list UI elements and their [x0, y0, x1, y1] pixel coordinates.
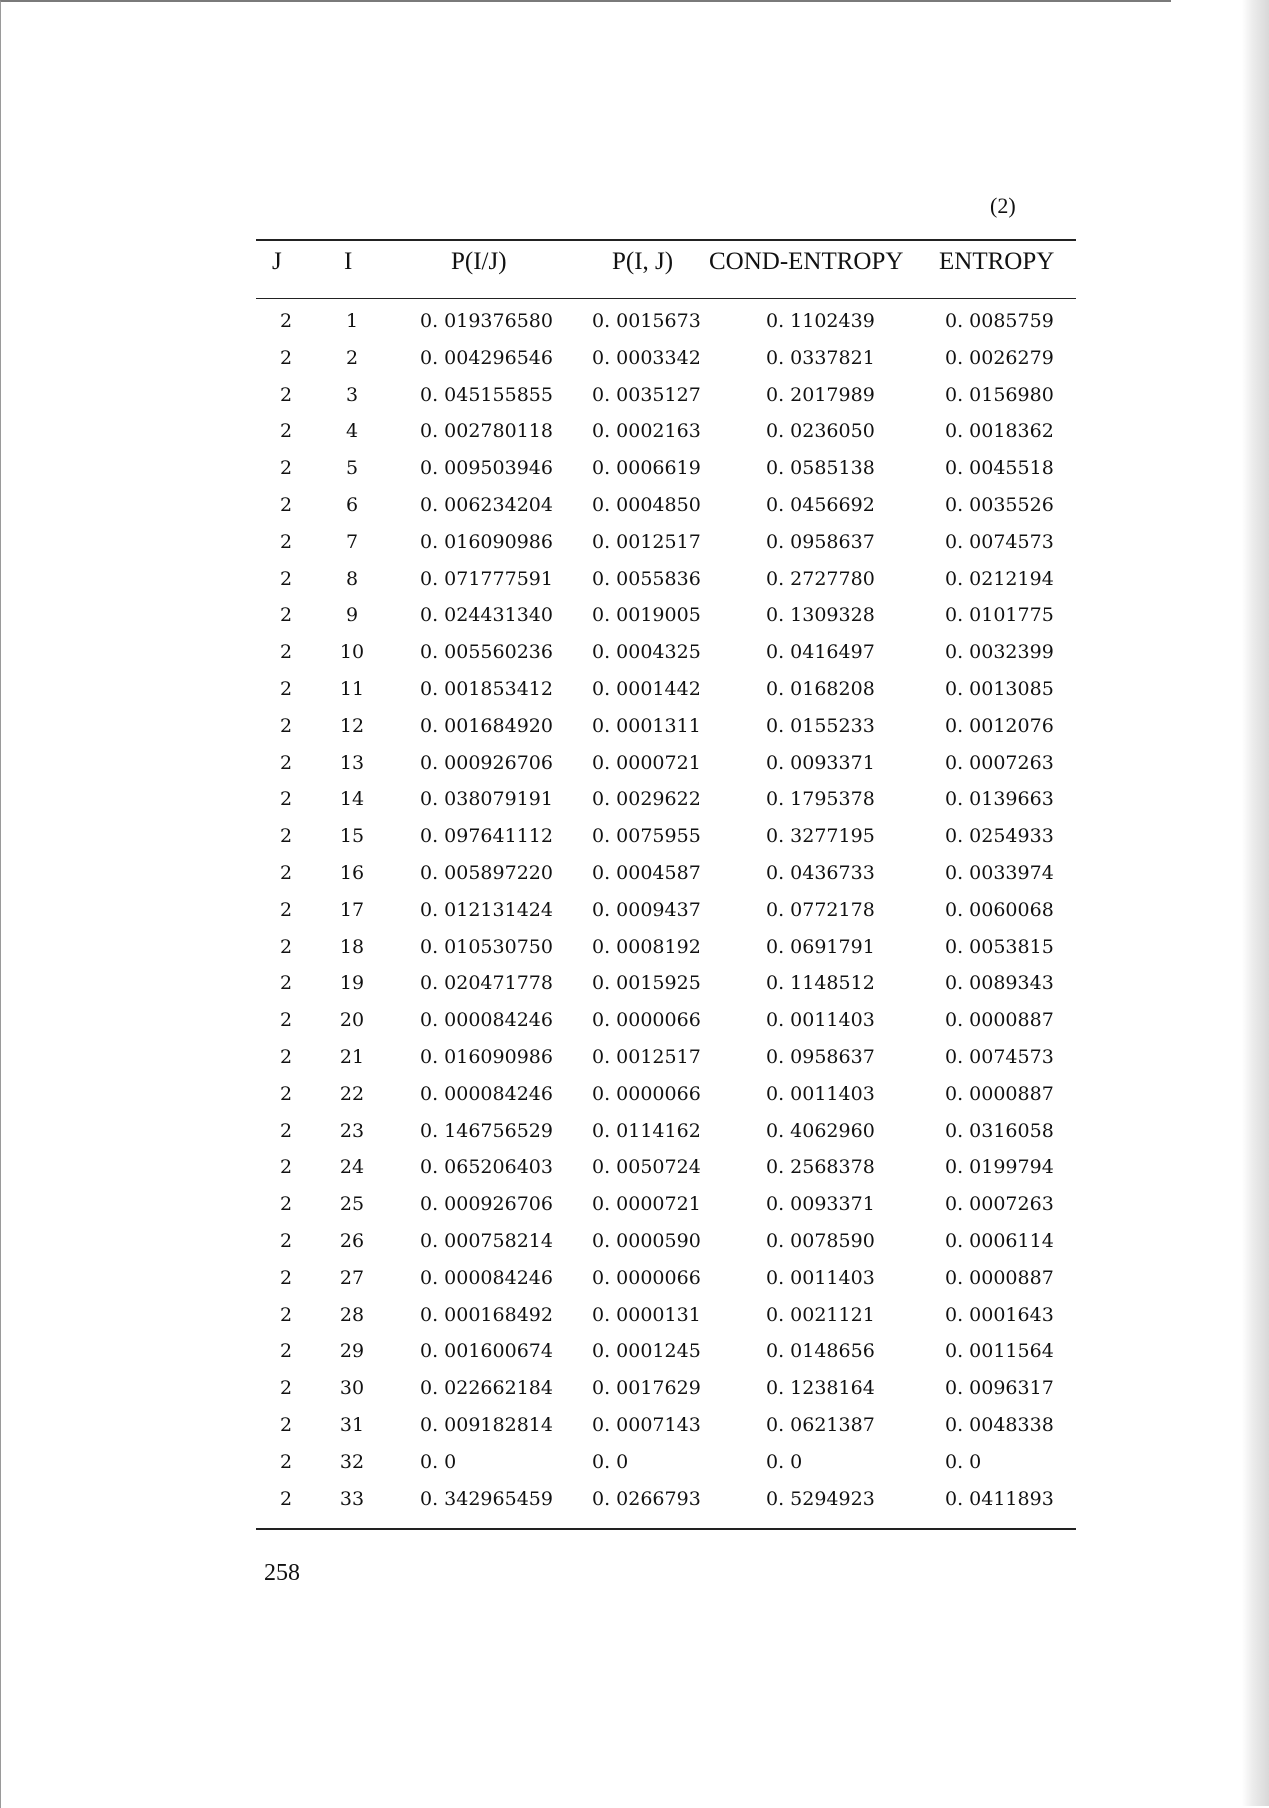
cell-cond-entropy: 0. 0585138	[766, 457, 875, 480]
cell-p-i-given-j: 0. 071777591	[420, 567, 553, 590]
cell-entropy: 0. 0156980	[945, 383, 1054, 406]
cell-cond-entropy: 0. 0011403	[766, 1009, 875, 1032]
cell-entropy: 0. 0060068	[945, 898, 1054, 921]
cell-j: 2	[280, 383, 293, 406]
cell-p-i-given-j: 0. 020471778	[420, 972, 553, 995]
table-row	[256, 1116, 1076, 1153]
cell-cond-entropy: 0. 1102439	[766, 310, 875, 332]
cell-j: 2	[280, 1303, 293, 1326]
table-row	[256, 1336, 1076, 1373]
header-p-i-given-j: P(I/J)	[451, 248, 507, 275]
cell-j: 2	[280, 567, 293, 590]
cell-entropy: 0. 0074573	[945, 530, 1054, 553]
cell-p-i-j: 0. 0006619	[592, 457, 701, 480]
cell-entropy: 0. 0035526	[945, 493, 1054, 516]
table-row	[256, 674, 1076, 711]
table-row	[256, 490, 1076, 527]
cell-p-i-given-j: 0. 001600674	[420, 1340, 553, 1363]
cell-j: 2	[280, 861, 293, 884]
cell-p-i-j: 0. 0002163	[592, 420, 701, 443]
cell-j: 2	[280, 898, 293, 921]
cell-p-i-given-j: 0. 012131424	[420, 898, 553, 921]
cell-cond-entropy: 0. 0621387	[766, 1413, 875, 1436]
cell-i: 16	[339, 861, 365, 884]
cell-j: 2	[280, 1487, 293, 1510]
cell-j: 2	[280, 1009, 293, 1032]
cell-p-i-j: 0. 0029622	[592, 788, 701, 811]
cell-j: 2	[280, 346, 293, 369]
cell-cond-entropy: 0. 0078590	[766, 1229, 875, 1252]
cell-p-i-j: 0. 0012517	[592, 530, 701, 553]
cell-cond-entropy: 0. 0021121	[766, 1303, 875, 1326]
cell-p-i-given-j: 0. 016090986	[420, 1045, 553, 1068]
cell-entropy: 0. 0000887	[945, 1266, 1054, 1289]
cell-i: 28	[339, 1303, 365, 1326]
table-label: (2)	[990, 193, 1016, 218]
cell-cond-entropy: 0. 0093371	[766, 751, 875, 774]
cell-entropy: 0. 0096317	[945, 1377, 1054, 1400]
cell-j: 2	[280, 641, 293, 664]
cell-p-i-j: 0. 0075955	[592, 825, 701, 848]
cell-p-i-given-j: 0. 002780118	[420, 420, 553, 443]
cell-entropy: 0. 0033974	[945, 861, 1054, 884]
cell-entropy: 0. 0007263	[945, 751, 1054, 774]
table-row	[256, 416, 1076, 453]
table-row	[256, 1189, 1076, 1226]
cell-j: 2	[280, 1413, 293, 1436]
cell-p-i-j: 0. 0001311	[592, 714, 701, 737]
cell-p-i-j: 0. 0050724	[592, 1156, 701, 1179]
table-row	[256, 600, 1076, 637]
cell-cond-entropy: 0. 0958637	[766, 530, 875, 553]
cell-j: 2	[280, 1193, 293, 1216]
table-bottom-rule	[256, 1528, 1076, 1530]
cell-p-i-j: 0. 0000066	[592, 1082, 701, 1105]
cell-p-i-given-j: 0. 019376580	[420, 310, 553, 332]
cell-p-i-given-j: 0. 005560236	[420, 641, 553, 664]
cell-cond-entropy: 0. 0011403	[766, 1082, 875, 1105]
cell-i: 23	[339, 1119, 365, 1142]
cell-p-i-j: 0. 0017629	[592, 1377, 701, 1400]
cell-p-i-given-j: 0. 010530750	[420, 935, 553, 958]
cell-cond-entropy: 0. 0148656	[766, 1340, 875, 1363]
cell-p-i-given-j: 0. 009503946	[420, 457, 553, 480]
cell-p-i-j: 0. 0009437	[592, 898, 701, 921]
cell-j: 2	[280, 788, 293, 811]
table-row	[256, 1152, 1076, 1189]
cell-j: 2	[280, 457, 293, 480]
cell-i: 12	[339, 714, 365, 737]
cell-p-i-given-j: 0. 000926706	[420, 751, 553, 774]
header-p-i-j: P(I, J)	[612, 248, 674, 275]
header-i: I	[344, 248, 353, 275]
cell-j: 2	[280, 1082, 293, 1105]
cell-cond-entropy: 0. 0456692	[766, 493, 875, 516]
cell-j: 2	[280, 972, 293, 995]
cell-cond-entropy: 0. 0168208	[766, 677, 875, 700]
cell-entropy: 0. 0074573	[945, 1045, 1054, 1068]
table-row	[256, 748, 1076, 785]
page-number: 258	[264, 1560, 300, 1586]
cell-entropy: 0. 0000887	[945, 1082, 1054, 1105]
cell-p-i-j: 0. 0004587	[592, 861, 701, 884]
cell-i: 7	[345, 530, 359, 553]
cell-cond-entropy: 0. 0236050	[766, 420, 875, 443]
cell-i: 6	[345, 493, 359, 516]
cell-j: 2	[280, 677, 293, 700]
cell-cond-entropy: 0. 0337821	[766, 346, 875, 369]
cell-cond-entropy: 0. 0011403	[766, 1266, 875, 1289]
cell-i: 15	[339, 825, 365, 848]
cell-i: 14	[339, 788, 365, 811]
cell-cond-entropy: 0. 0093371	[766, 1193, 875, 1216]
cell-cond-entropy: 0. 0772178	[766, 898, 875, 921]
cell-i: 33	[339, 1487, 365, 1510]
cell-i: 25	[339, 1193, 365, 1216]
cell-p-i-given-j: 0. 342965459	[420, 1487, 553, 1510]
cell-entropy: 0. 0011564	[945, 1340, 1054, 1363]
cell-i: 2	[345, 346, 359, 369]
table-row	[256, 895, 1076, 932]
cell-entropy: 0. 0199794	[945, 1156, 1054, 1179]
cell-p-i-given-j: 0. 146756529	[420, 1119, 553, 1142]
cell-p-i-j: 0. 0004325	[592, 641, 701, 664]
cell-i: 1	[345, 310, 359, 332]
cell-i: 22	[339, 1082, 365, 1105]
cell-j: 2	[280, 493, 293, 516]
cell-entropy: 0. 0089343	[945, 972, 1054, 995]
cell-p-i-given-j: 0. 022662184	[420, 1377, 553, 1400]
table-row	[256, 1410, 1076, 1447]
cell-p-i-given-j: 0. 000758214	[420, 1229, 553, 1252]
cell-i: 31	[339, 1413, 365, 1436]
cell-j: 2	[280, 420, 293, 443]
cell-p-i-j: 0. 0004850	[592, 493, 701, 516]
cell-p-i-j: 0. 0266793	[592, 1487, 701, 1510]
cell-p-i-given-j: 0. 000926706	[420, 1193, 553, 1216]
cell-j: 2	[280, 1450, 293, 1473]
cell-j: 2	[280, 1377, 293, 1400]
cell-i: 30	[339, 1377, 365, 1400]
cell-entropy: 0. 0139663	[945, 788, 1054, 811]
cell-i: 29	[339, 1340, 365, 1363]
cell-i: 10	[339, 641, 365, 664]
cell-p-i-j: 0. 0114162	[592, 1119, 701, 1142]
cell-j: 2	[280, 714, 293, 737]
cell-p-i-j: 0. 0003342	[592, 346, 701, 369]
cell-entropy: 0. 0212194	[945, 567, 1054, 590]
cell-i: 17	[339, 898, 365, 921]
cell-i: 9	[345, 604, 359, 627]
cell-cond-entropy: 0. 0958637	[766, 1045, 875, 1068]
table-row	[256, 527, 1076, 564]
table-row	[256, 821, 1076, 858]
cell-entropy: 0. 0045518	[945, 457, 1054, 480]
cell-i: 3	[345, 383, 359, 406]
cell-entropy: 0. 0316058	[945, 1119, 1054, 1142]
cell-entropy: 0. 0101775	[945, 604, 1054, 627]
cell-p-i-given-j: 0. 097641112	[420, 825, 553, 848]
cell-entropy: 0. 0032399	[945, 641, 1054, 664]
table-row	[256, 380, 1076, 417]
cell-p-i-j: 0. 0015673	[592, 310, 701, 332]
table-row	[256, 453, 1076, 490]
cell-cond-entropy: 0. 2017989	[766, 383, 875, 406]
cell-i: 5	[345, 457, 359, 480]
table-row	[256, 858, 1076, 895]
table-row	[256, 564, 1076, 601]
cell-p-i-j: 0. 0000131	[592, 1303, 701, 1326]
cell-cond-entropy: 0. 5294923	[766, 1487, 875, 1510]
cell-p-i-j: 0. 0019005	[592, 604, 701, 627]
cell-p-i-j: 0. 0001245	[592, 1340, 701, 1363]
cell-j: 2	[280, 310, 293, 332]
cell-p-i-given-j: 0. 000084246	[420, 1082, 553, 1105]
cell-p-i-given-j: 0. 006234204	[420, 493, 553, 516]
table-row	[256, 343, 1076, 380]
header-cond-entropy: COND-ENTROPY	[709, 248, 904, 275]
cell-p-i-given-j: 0. 045155855	[420, 383, 553, 406]
cell-entropy: 0. 0007263	[945, 1193, 1054, 1216]
table-row	[256, 306, 1076, 343]
cell-cond-entropy: 0. 0691791	[766, 935, 875, 958]
cell-p-i-j: 0. 0000721	[592, 751, 701, 774]
page-right-edge	[1242, 0, 1269, 1806]
cell-cond-entropy: 0. 4062960	[766, 1119, 875, 1142]
cell-cond-entropy: 0. 0416497	[766, 641, 875, 664]
cell-i: 27	[339, 1266, 365, 1289]
cell-i: 20	[339, 1009, 365, 1032]
cell-p-i-given-j: 0. 016090986	[420, 530, 553, 553]
cell-entropy: 0. 0053815	[945, 935, 1054, 958]
cell-p-i-given-j: 0. 065206403	[420, 1156, 553, 1179]
cell-j: 2	[280, 1045, 293, 1068]
cell-p-i-j: 0. 0035127	[592, 383, 701, 406]
cell-p-i-j: 0. 0000590	[592, 1229, 701, 1252]
header-j: J	[272, 248, 282, 275]
cell-j: 2	[280, 1340, 293, 1363]
table-top-rule	[256, 239, 1076, 241]
table-row	[256, 784, 1076, 821]
cell-cond-entropy: 0. 3277195	[766, 825, 875, 848]
cell-p-i-j: 0. 0	[592, 1450, 629, 1473]
cell-j: 2	[280, 1156, 293, 1179]
cell-entropy: 0. 0000887	[945, 1009, 1054, 1032]
cell-j: 2	[280, 1229, 293, 1252]
cell-cond-entropy: 0. 0155233	[766, 714, 875, 737]
table-row	[256, 1300, 1076, 1337]
cell-p-i-given-j: 0. 0	[420, 1450, 457, 1473]
cell-cond-entropy: 0. 0	[766, 1450, 803, 1473]
table-row	[256, 1447, 1076, 1484]
cell-p-i-given-j: 0. 024431340	[420, 604, 553, 627]
cell-i: 26	[339, 1229, 365, 1252]
cell-p-i-given-j: 0. 000084246	[420, 1009, 553, 1032]
cell-cond-entropy: 0. 0436733	[766, 861, 875, 884]
cell-i: 21	[339, 1045, 365, 1068]
cell-entropy: 0. 0	[945, 1450, 982, 1473]
cell-i: 13	[339, 751, 365, 774]
cell-cond-entropy: 0. 2727780	[766, 567, 875, 590]
cell-p-i-j: 0. 0055836	[592, 567, 701, 590]
cell-entropy: 0. 0048338	[945, 1413, 1054, 1436]
cell-p-i-given-j: 0. 001684920	[420, 714, 553, 737]
cell-p-i-given-j: 0. 004296546	[420, 346, 553, 369]
cell-j: 2	[280, 825, 293, 848]
cell-p-i-j: 0. 0008192	[592, 935, 701, 958]
cell-i: 24	[339, 1156, 365, 1179]
cell-p-i-j: 0. 0001442	[592, 677, 701, 700]
cell-j: 2	[280, 1119, 293, 1142]
cell-cond-entropy: 0. 2568378	[766, 1156, 875, 1179]
cell-j: 2	[280, 751, 293, 774]
cell-i: 32	[339, 1450, 365, 1473]
cell-i: 11	[339, 677, 365, 700]
cell-entropy: 0. 0006114	[945, 1229, 1054, 1252]
cell-cond-entropy: 0. 1238164	[766, 1377, 875, 1400]
table-row	[256, 1042, 1076, 1079]
table-row	[256, 637, 1076, 674]
table-row	[256, 1005, 1076, 1042]
table-row	[256, 711, 1076, 748]
table-row	[256, 1079, 1076, 1116]
cell-entropy: 0. 0085759	[945, 310, 1054, 332]
cell-p-i-j: 0. 0015925	[592, 972, 701, 995]
cell-i: 4	[345, 420, 359, 443]
cell-p-i-given-j: 0. 038079191	[420, 788, 553, 811]
cell-j: 2	[280, 530, 293, 553]
cell-entropy: 0. 0254933	[945, 825, 1054, 848]
cell-p-i-given-j: 0. 001853412	[420, 677, 553, 700]
cell-j: 2	[280, 1266, 293, 1289]
header-entropy: ENTROPY	[939, 248, 1055, 275]
table-row	[256, 968, 1076, 1005]
cell-p-i-j: 0. 0000721	[592, 1193, 701, 1216]
cell-entropy: 0. 0013085	[945, 677, 1054, 700]
cell-entropy: 0. 0012076	[945, 714, 1054, 737]
cell-entropy: 0. 0001643	[945, 1303, 1054, 1326]
table-body	[256, 306, 1076, 1520]
table-row	[256, 1373, 1076, 1410]
cell-p-i-j: 0. 0012517	[592, 1045, 701, 1068]
cell-cond-entropy: 0. 1795378	[766, 788, 875, 811]
cell-p-i-given-j: 0. 005897220	[420, 861, 553, 884]
table-row	[256, 1263, 1076, 1300]
cell-i: 18	[339, 935, 365, 958]
cell-cond-entropy: 0. 1148512	[766, 972, 875, 995]
cell-entropy: 0. 0026279	[945, 346, 1054, 369]
cell-j: 2	[280, 604, 293, 627]
cell-p-i-given-j: 0. 000168492	[420, 1303, 553, 1326]
table-row	[256, 1226, 1076, 1263]
cell-p-i-j: 0. 0007143	[592, 1413, 701, 1436]
table-row	[256, 932, 1076, 969]
table-row	[256, 1484, 1076, 1521]
cell-i: 19	[339, 972, 365, 995]
cell-p-i-j: 0. 0000066	[592, 1009, 701, 1032]
cell-entropy: 0. 0411893	[945, 1487, 1054, 1510]
cell-p-i-given-j: 0. 009182814	[420, 1413, 553, 1436]
cell-i: 8	[345, 567, 359, 590]
cell-p-i-j: 0. 0000066	[592, 1266, 701, 1289]
cell-entropy: 0. 0018362	[945, 420, 1054, 443]
table-header	[256, 248, 1076, 288]
cell-cond-entropy: 0. 1309328	[766, 604, 875, 627]
cell-p-i-given-j: 0. 000084246	[420, 1266, 553, 1289]
cell-j: 2	[280, 935, 293, 958]
table-header-rule	[256, 298, 1076, 299]
